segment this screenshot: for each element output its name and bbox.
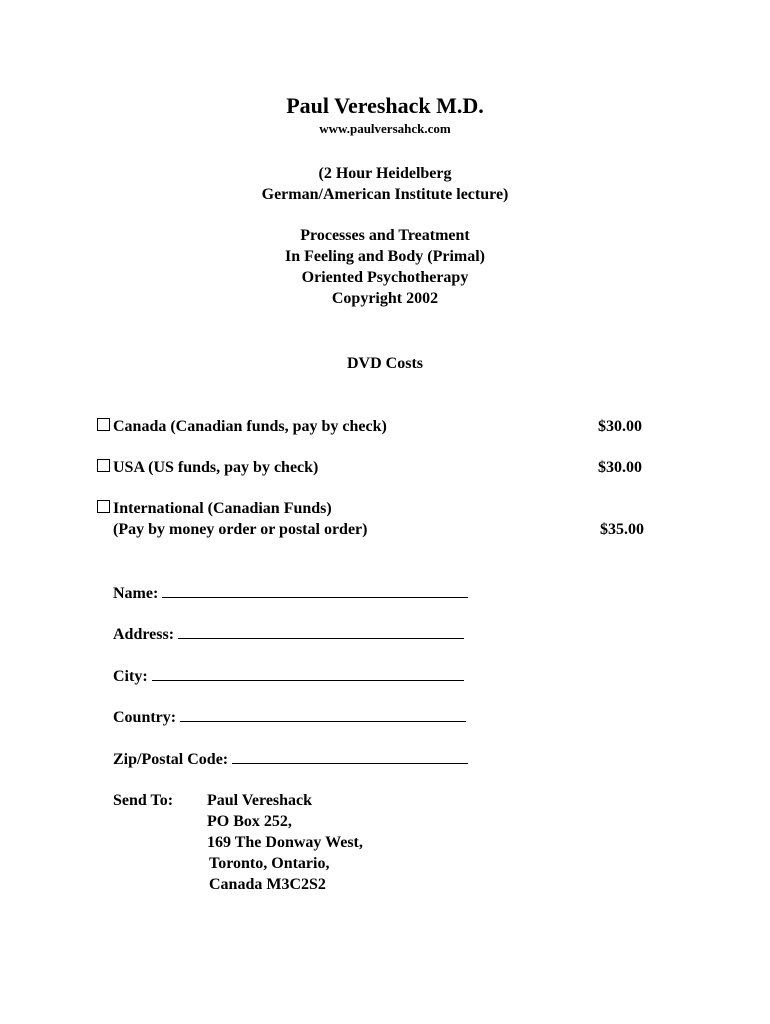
subject-line-3: Oriented Psychotherapy bbox=[301, 269, 469, 286]
option-usa-label: USA (US funds, pay by check) bbox=[113, 459, 319, 476]
copyright-line: Copyright 2002 bbox=[331, 290, 439, 307]
send-to-label: Send To: bbox=[113, 792, 174, 809]
option-canada-label: Canada (Canadian funds, pay by check) bbox=[113, 418, 387, 435]
send-to-line-2: PO Box 252, bbox=[207, 813, 292, 830]
checkbox-usa[interactable] bbox=[97, 459, 110, 472]
option-international-label: International (Canadian Funds) bbox=[113, 500, 332, 517]
lecture-line-2: German/American Institute lecture) bbox=[261, 186, 509, 203]
website-link[interactable]: www.paulversahck.com bbox=[319, 121, 451, 136]
option-international-sublabel: (Pay by money order or postal order) bbox=[113, 521, 368, 538]
subject-line-2: In Feeling and Body (Primal) bbox=[284, 248, 485, 265]
send-to-line-1: Paul Vereshack bbox=[207, 792, 313, 809]
author-title: Paul Vereshack M.D. bbox=[286, 93, 484, 118]
checkbox-international[interactable] bbox=[97, 500, 110, 513]
section-title: DVD Costs bbox=[347, 355, 423, 372]
country-field bbox=[113, 706, 466, 728]
address-label: Address: bbox=[113, 626, 175, 643]
zip-input-line[interactable] bbox=[232, 748, 468, 764]
lecture-line-1: (2 Hour Heidelberg bbox=[318, 165, 452, 182]
zip-field bbox=[113, 748, 468, 770]
address-field bbox=[113, 623, 464, 645]
name-field bbox=[113, 582, 468, 604]
send-to-line-4: Toronto, Ontario, bbox=[209, 855, 330, 872]
city-input-line[interactable] bbox=[152, 665, 464, 681]
address-input-line[interactable] bbox=[178, 623, 464, 639]
city-field bbox=[113, 665, 464, 687]
zip-label: Zip/Postal Code: bbox=[113, 751, 229, 768]
checkbox-canada[interactable] bbox=[97, 418, 110, 431]
option-canada-price: $30.00 bbox=[598, 418, 642, 435]
send-to-line-5: Canada M3C2S2 bbox=[209, 876, 326, 893]
city-label: City: bbox=[113, 668, 148, 685]
subject-line-1: Processes and Treatment bbox=[300, 227, 470, 244]
option-usa-price: $30.00 bbox=[598, 459, 642, 476]
country-input-line[interactable] bbox=[180, 706, 466, 722]
send-to-line-3: 169 The Donway West, bbox=[207, 834, 363, 851]
option-international-price: $35.00 bbox=[600, 521, 644, 538]
name-input-line[interactable] bbox=[162, 582, 468, 598]
name-label: Name: bbox=[113, 585, 159, 602]
country-label: Country: bbox=[113, 709, 177, 726]
